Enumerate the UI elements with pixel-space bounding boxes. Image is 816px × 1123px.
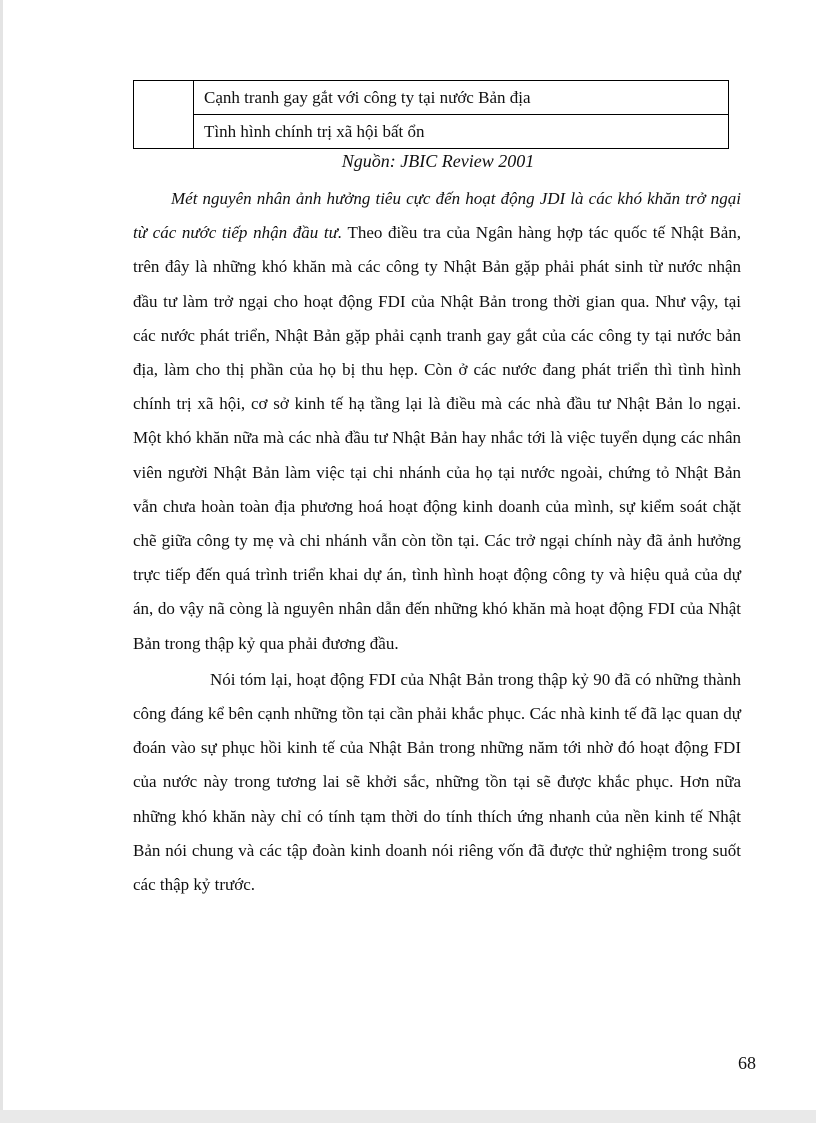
- table-cell: Tình hình chính trị xã hội bất ổn: [194, 115, 729, 149]
- table-empty-cell: [134, 81, 194, 149]
- paragraph-2: Nói tóm lại, hoạt động FDI của Nhật Bản trong thập kỷ 90 đã có những thành công đáng kể bên cạnh những tồn tại cần phải khắc phục. Các nhà kinh tế đã lạc quan dự đoán vào sự phục hồi kinh tế của Nhật Bản trong những năm tới nhờ đó hoạt động FDI của nước này trong tương lai sẽ khởi sắc, những tồn tại sẽ được khắc phục. Hơn nữa những khó khăn này chỉ có tính tạm thời do tính thích ứng nhanh của nền kinh tế Nhật Bản nói chung và các tập đoàn kinh doanh nói riêng vốn đã được thử nghiệm trong suốt các thập kỷ trước.: [133, 669, 741, 895]
- table-row: [134, 81, 729, 115]
- difficulties-table: [133, 80, 729, 149]
- paragraph-1-italic-lead: Mét nguyên nhân ảnh hưởng tiêu cực đến hoạt động JDI là các khó khăn trở ngại từ các nước tiếp nhận đầu tư.: [133, 189, 741, 243]
- table-source-caption: Nguồn: JBIC Review 2001: [341, 151, 535, 171]
- paragraph-1: [133, 182, 741, 661]
- table-cell: Cạnh tranh gay gắt với công ty tại nước Bản địa: [194, 81, 729, 115]
- paragraph-1-text: Theo điều tra của Ngân hàng hợp tác quốc tế Nhật Bản, trên đây là những khó khăn mà các công ty Nhật Bản gặp phải phát sinh từ nước nhận đầu tư làm trở ngại cho hoạt động FDI của Nhật Bản trong thời gian qua. Như vậy, tại các nước phát triển, Nhật Bản gặp phải cạnh tranh gay gắt của các công ty tại nước bản địa, làm cho thị phần của họ bị thu hẹp. Còn ở các nước đang phát triển thì tình hình chính trị xã hội, cơ sở kinh tế hạ tầng lại là điều mà các nhà đầu tư Nhật Bản lo ngại. Một khó khăn nữa mà các nhà đầu tư Nhật Bản hay nhắc tới là việc tuyển dụng các nhân viên người Nhật Bản làm việc tại chi nhánh của họ tại nước ngoài, chứng tỏ Nhật Bản vẫn chưa hoàn toàn địa phương hoá hoạt động kinh doanh của mình, sự kiểm soát chặt chẽ giữa công ty mẹ và chi nhánh vẫn còn tồn tại. Các trở ngại chính này đã ảnh hưởng trực tiếp đến quá trình triển khai dự án, tình hình hoạt động công ty và hiệu quả của dự án, do vậy nã còng là nguyên nhân dẫn đến những khó khăn mà hoạt động FDI của Nhật Bản trong thập kỷ qua phải đương đầu.: [133, 223, 742, 653]
- table-row: [134, 115, 729, 149]
- page-number: 68: [738, 1053, 756, 1073]
- scan-bottom-edge: [0, 1110, 816, 1123]
- body-text: [133, 182, 741, 902]
